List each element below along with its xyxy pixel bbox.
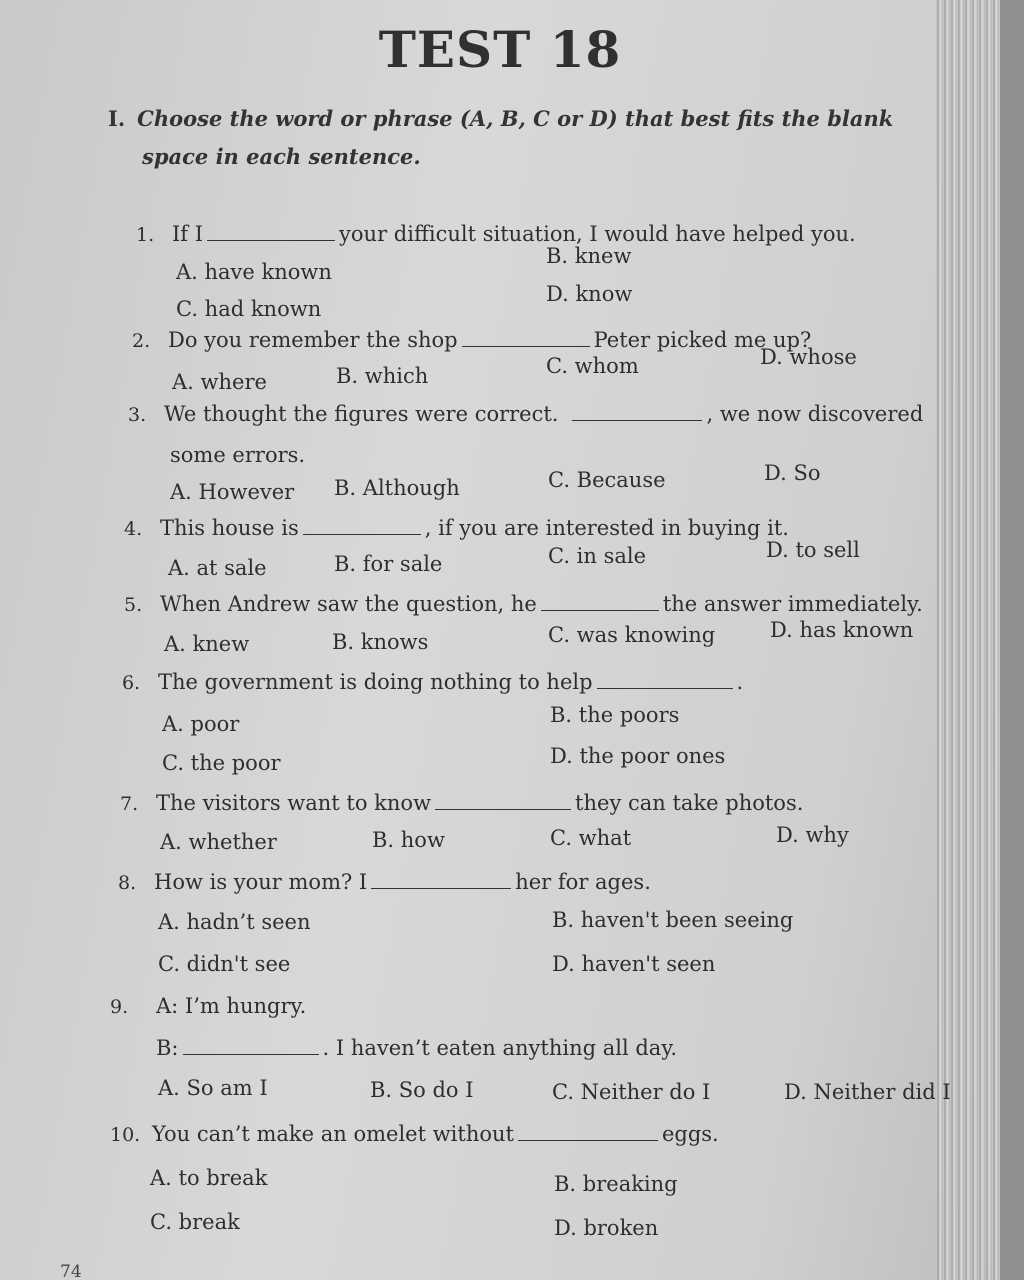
answer-blank — [207, 222, 335, 241]
option-b: B. for sale — [334, 552, 443, 576]
option-c: C. whom — [546, 354, 639, 378]
question-text-after: , if you are interested in buying it. — [424, 516, 789, 540]
option-c: C. Neither do I — [552, 1080, 711, 1104]
question-number: 5. — [124, 594, 143, 616]
question-9 — [110, 994, 306, 1018]
instruction-line-1: Choose the word or phrase (A, B, C or D) that best fits the blank — [137, 106, 894, 131]
option-c: C. in sale — [548, 544, 647, 568]
question-text-after: your difficult situation, I would have helped you. — [339, 222, 856, 246]
option-d: D. Neither did I — [784, 1080, 951, 1104]
speaker-b-label: B: — [156, 1036, 179, 1060]
question-9-b-line — [156, 1036, 677, 1060]
page-number: 74 — [60, 1262, 82, 1280]
question-6 — [122, 670, 743, 694]
answer-blank — [303, 516, 421, 535]
option-c: C. what — [550, 826, 632, 850]
question-10 — [110, 1122, 719, 1146]
question-text-before: How is your mom? I — [154, 870, 368, 894]
question-number: 1. — [136, 224, 155, 246]
option-a: A. at sale — [168, 556, 267, 580]
question-number: 8. — [118, 872, 137, 894]
option-d: D. the poor ones — [550, 744, 726, 768]
option-c: C. break — [150, 1210, 240, 1234]
option-a: A. whether — [160, 830, 277, 854]
option-a: A. poor — [162, 712, 240, 736]
option-a: A. So am I — [158, 1076, 268, 1100]
option-c: C. Because — [548, 468, 666, 492]
option-d: D. broken — [554, 1216, 659, 1240]
question-text-after: . — [736, 670, 744, 694]
question-5 — [124, 592, 923, 616]
answer-blank — [183, 1036, 319, 1055]
question-text-after: eggs. — [661, 1122, 719, 1146]
option-d: D. know — [546, 282, 633, 306]
option-b: B. how — [372, 828, 445, 852]
answer-blank — [541, 592, 659, 611]
question-number: 7. — [120, 793, 139, 815]
question-text-after: they can take photos. — [575, 791, 804, 815]
question-text-after: Peter picked me up? — [593, 328, 812, 352]
option-d: D. to sell — [766, 538, 860, 562]
question-4 — [124, 516, 789, 540]
answer-blank — [518, 1122, 658, 1141]
question-number: 9. — [110, 996, 129, 1018]
question-text-before: We thought the figures were correct. — [164, 402, 559, 426]
option-d: D. whose — [760, 345, 857, 369]
option-a: A. knew — [164, 632, 250, 656]
question-text-before: A: I’m hungry. — [156, 994, 307, 1018]
question-text-before: You can’t make an omelet without — [152, 1122, 514, 1146]
option-b: B. the poors — [550, 703, 680, 727]
question-text-after: . I haven’t eaten anything all day. — [322, 1036, 678, 1060]
answer-blank — [572, 402, 702, 421]
option-b: B. haven't been seeing — [552, 908, 794, 932]
answer-blank — [597, 670, 733, 689]
question-2 — [132, 328, 811, 352]
option-a: A. to break — [150, 1166, 268, 1190]
question-number: 6. — [122, 672, 141, 694]
question-1 — [136, 222, 856, 246]
instruction-line-2: space in each sentence. — [142, 144, 421, 169]
answer-blank — [371, 870, 511, 889]
option-d: D. haven't seen — [552, 952, 716, 976]
option-b: B. Although — [334, 476, 460, 500]
option-b: B. knows — [332, 630, 429, 654]
question-text-before: If I — [172, 222, 204, 246]
option-a: A. where — [172, 370, 267, 394]
option-b: B. which — [336, 364, 429, 388]
question-number: 4. — [124, 518, 143, 540]
question-text-after: , we now discovered — [706, 402, 924, 426]
question-text-after: her for ages. — [515, 870, 651, 894]
question-text-after: the answer immediately. — [662, 592, 923, 616]
option-d: D. So — [764, 461, 821, 485]
question-3 — [128, 402, 923, 426]
option-b: B. breaking — [554, 1172, 678, 1196]
option-d: D. why — [776, 823, 849, 847]
question-8 — [118, 870, 651, 894]
option-c: C. had known — [176, 297, 322, 321]
question-number: 2. — [132, 330, 151, 352]
page-title: TEST 18 — [378, 20, 622, 79]
option-c: C. didn't see — [158, 952, 291, 976]
option-a: A. However — [170, 480, 295, 504]
section-instruction — [108, 100, 938, 176]
answer-blank — [462, 328, 590, 347]
answer-blank — [435, 791, 571, 810]
option-c: C. was knowing — [548, 623, 716, 647]
question-text-before: The government is doing nothing to help — [158, 670, 593, 694]
option-a: A. have known — [176, 260, 332, 284]
option-d: D. has known — [770, 618, 914, 642]
question-number: 3. — [128, 404, 147, 426]
question-number: 10. — [110, 1124, 141, 1146]
option-c: C. the poor — [162, 751, 281, 775]
question-text-before: This house is — [160, 516, 299, 540]
question-text-before: Do you remember the shop — [168, 328, 458, 352]
question-text-before: When Andrew saw the question, he — [160, 592, 537, 616]
question-3-continuation: some errors. — [170, 443, 306, 467]
section-number: I. — [108, 106, 126, 131]
option-a: A. hadn’t seen — [158, 910, 311, 934]
question-7 — [120, 791, 803, 815]
option-b: B. So do I — [370, 1078, 474, 1102]
question-text-before: The visitors want to know — [156, 791, 432, 815]
option-b: B. knew — [546, 244, 632, 268]
